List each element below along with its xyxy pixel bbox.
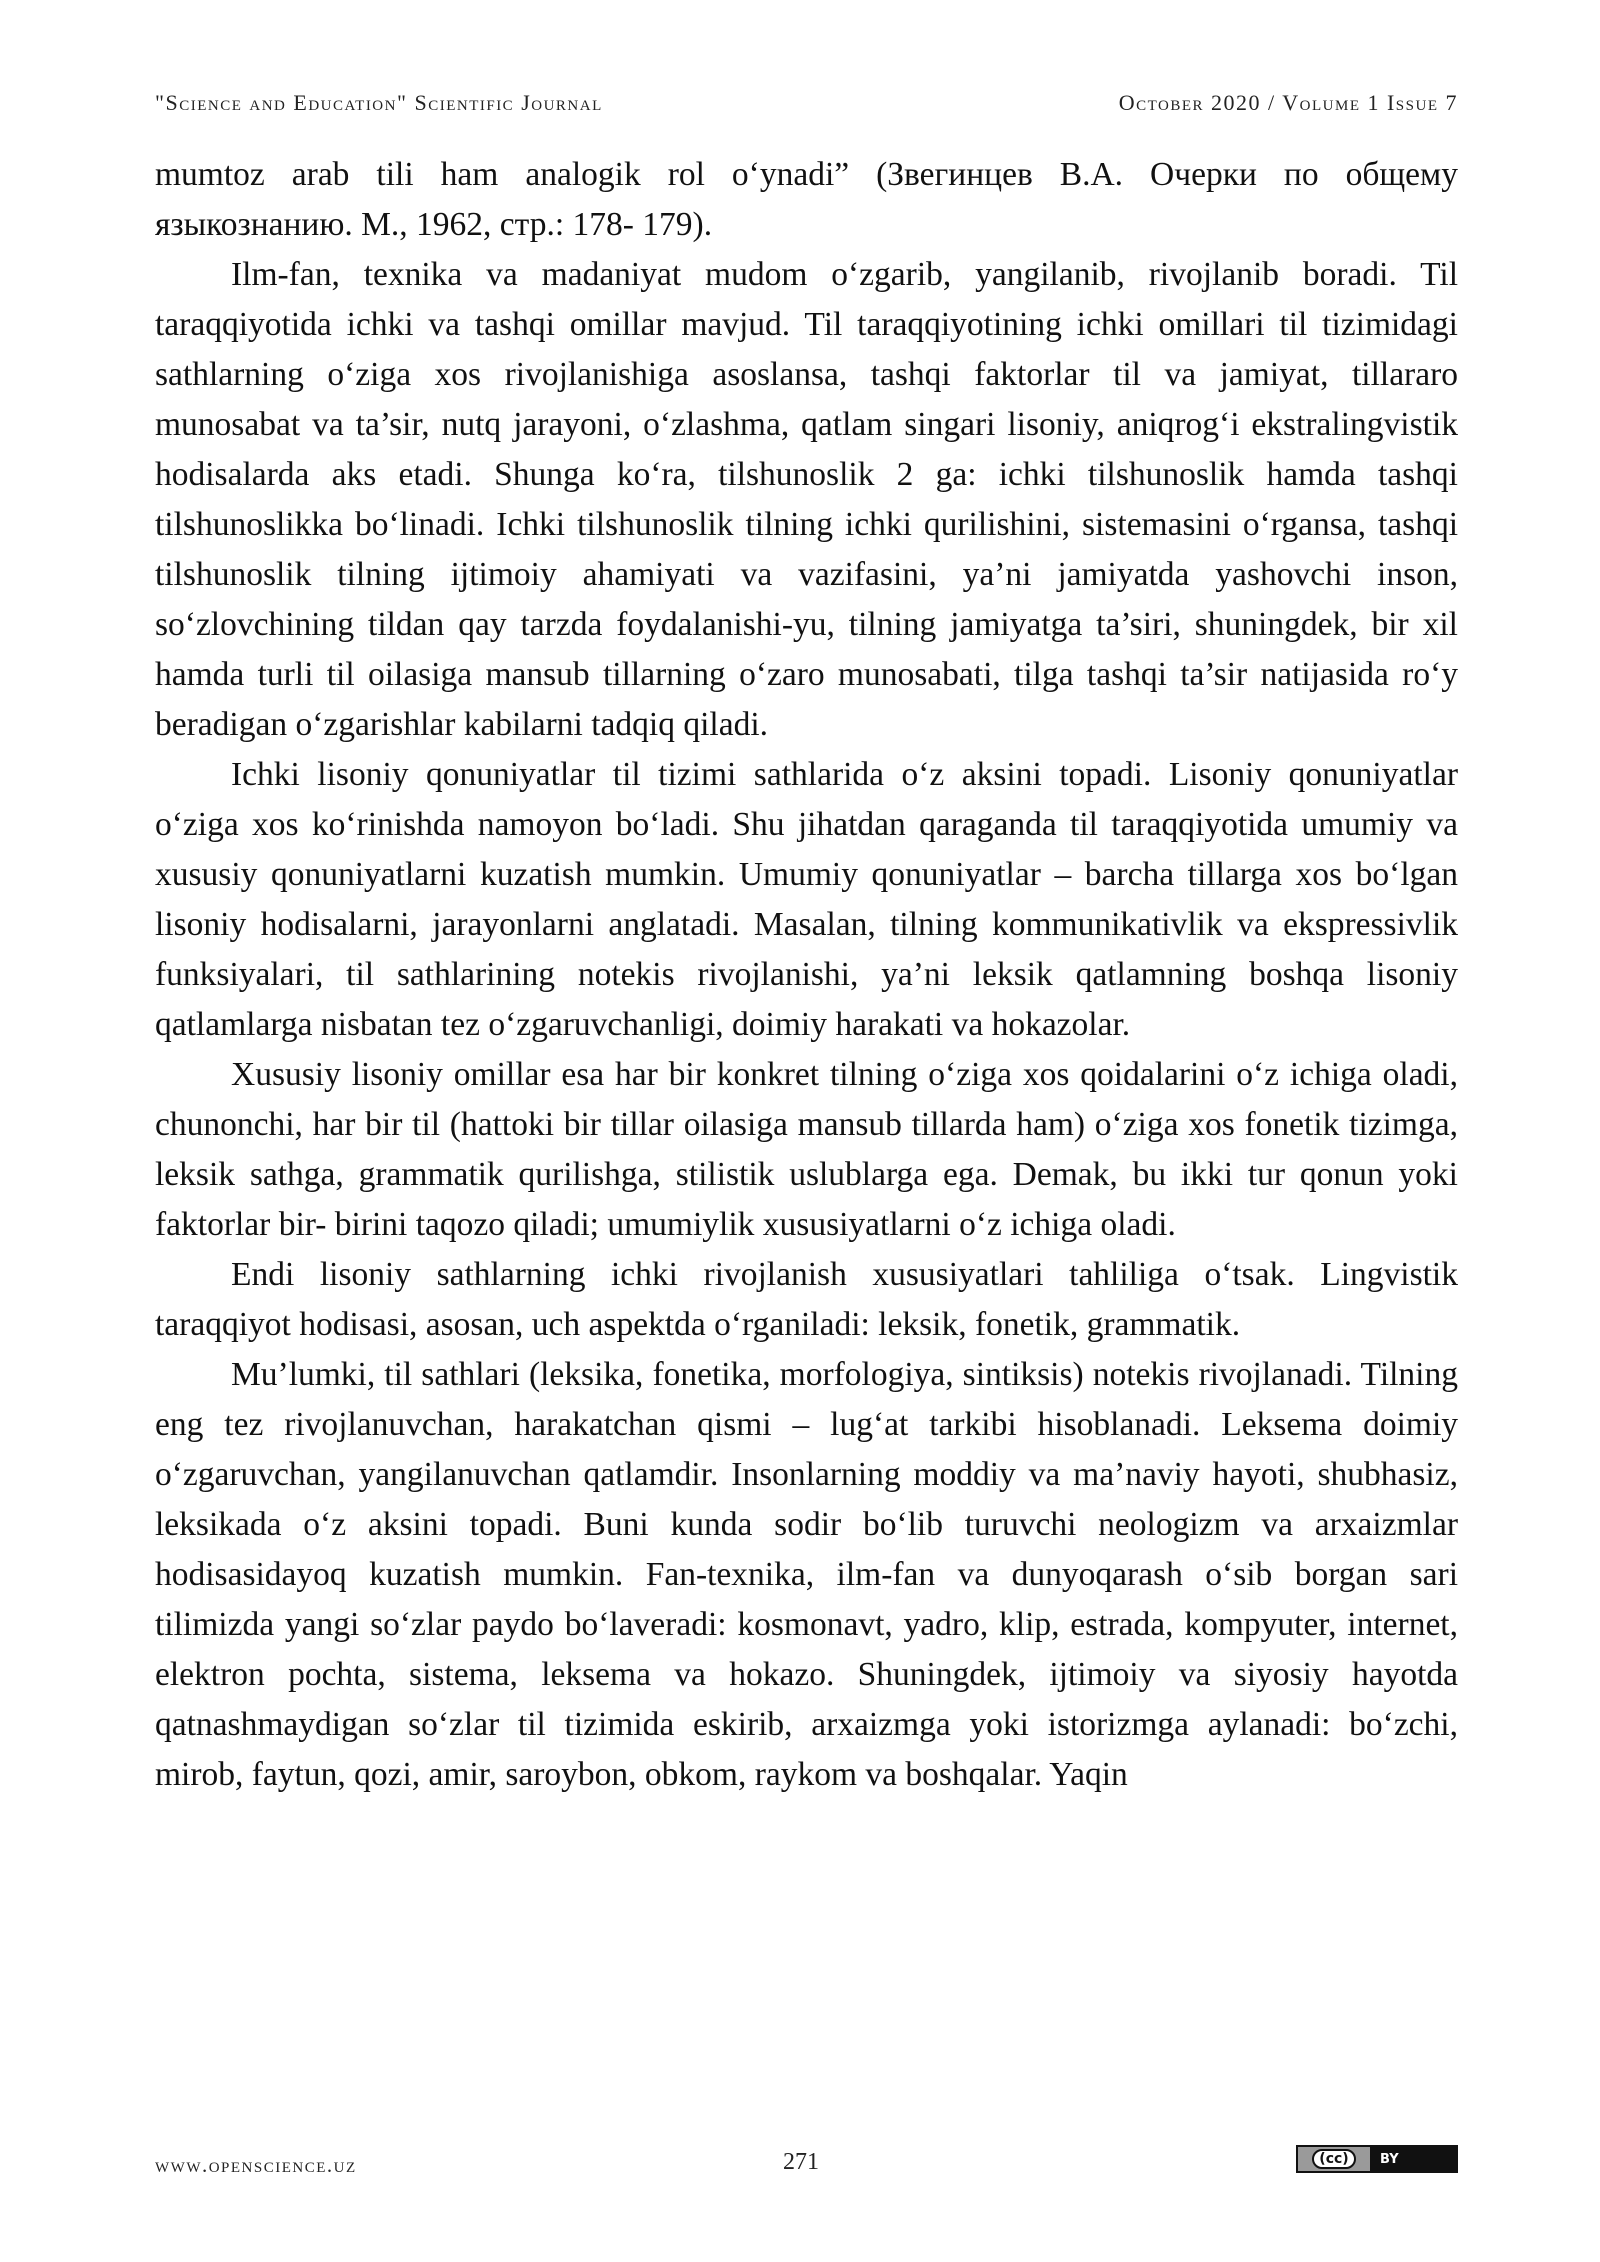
cc-icon — [1298, 2147, 1370, 2171]
paragraph: Ilm-fan, texnika va madaniyat mudom o‘zgarib, yangilanib, rivojlanib boradi. Til taraqqiyotida ichki va tashqi omillar mavjud. Til taraqqiyotining ichki omillari til tizimidagi sathlarning o‘ziga xos rivojlanishiga asoslansa, tashqi faktorlar til va jamiyat, tillararo munosabat va ta’sir, nutq jarayoni, o‘zlashma, qatlam singari lisoniy, aniqrog‘i ekstralingvistik hodisalarda aks etadi. Shunga ko‘ra, tilshunoslik 2 ga: ichki tilshunoslik hamda tashqi tilshunoslikka bo‘linadi. Ichki tilshunoslik tilning ichki qurilishini, sistemasini o‘rgansa, tashqi tilshunoslik tilning ijtimoiy ahamiyati va vazifasini, ya’ni jamiyatda yashovchi inson, so‘zlovchining tildan qay tarzda foydalanishi-yu, tilning jamiyatga ta’siri, shuningdek, bir xil hamda turli til oilasiga mansub tillarning o‘zaro munosabati, tilga tashqi ta’sir natijasida ro‘y beradigan o‘zgarishlar kabilarni tadqiq qiladi. — [155, 256, 1458, 743]
website-link[interactable]: www.openscience.uz — [155, 2153, 357, 2177]
issue-info: October 2020 / Volume 1 Issue 7 — [1118, 90, 1458, 115]
page-number: 271 — [783, 2149, 819, 2175]
paragraph: Mu’lumki, til sathlari (leksika, fonetika, morfologiya, sintiksis) notekis rivojlanadi. Tilning eng tez rivojlanuvchan, harakatchan qismi – lug‘at tarkibi hisoblanadi. Leksema doimiy o‘zgaruvchan, yangilanuvchan qatlamdir. Insonlarning moddiy va ma’naviy hayoti, shubhasiz, leksikada o‘z aksini topadi. Buni kunda sodir bo‘lib turuvchi neologizm va arxaizmlar hodisasidayoq kuzatish mumkin. Fan-texnika, ilm-fan va dunyoqarash o‘sib borgan sari tilimizda yangi so‘zlar paydo bo‘laveradi: kosmonavt, yadro, klip, estrada, kompyuter, internet, elektron pochta, sistema, leksema va hokazo. Shuningdek, ijtimoiy va siyosiy hayotda qatnashmaydigan so‘zlar til tizimida eskirib, arxaizmga yoki istorizmga aylanadi: bo‘zchi, mirob, faytun, qozi, amir, saroybon, obkom, raykom va boshqalar. Yaqin — [155, 1356, 1458, 1793]
running-header — [155, 90, 1458, 116]
cc-logo-label: (cc) — [1312, 2149, 1355, 2169]
page-footer — [155, 2145, 1458, 2185]
journal-title: "Science and Education" Scientific Journal — [155, 90, 603, 115]
paragraph: Ichki lisoniy qonuniyatlar til tizimi sathlarida o‘z aksini topadi. Lisoniy qonuniyatlar o‘ziga xos ko‘rinishda namoyon bo‘ladi. Shu jihatdan qaraganda til taraqqiyotida umumiy va xususiy qonuniyatlarni kuzatish mumkin. Umumiy qonuniyatlar – barcha tillarga xos bo‘lgan lisoniy hodisalarni, jarayonlarni anglatadi. Masalan, tilning kommunikativlik va ekspressivlik funksiyalari, til sathlarining notekis rivojlanishi, ya’ni leksik qatlamning boshqa lisoniy qatlamlarga nisbatan tez o‘zgaruvchanligi, doimiy harakati va hokazolar. — [155, 756, 1458, 1043]
by-label: BY — [1380, 2151, 1399, 2167]
cc-by-license-badge[interactable] — [1296, 2145, 1458, 2173]
paragraph: mumtoz arab tili ham analogik rol o‘ynadi” (Звегинцев В.А. Очерки по общему языкознанию. М., 1962, стр.: 178- 179). — [155, 156, 1458, 243]
paragraph: Xususiy lisoniy omillar esa har bir konkret tilning o‘ziga xos qoidalarini o‘z ichiga oladi, chunonchi, har bir til (hattoki bir tillar oilasiga mansub tillarda ham) o‘ziga xos fonetik tizimga, leksik sathga, grammatik qurilishga, stilistik uslublarga ega. Demak, bu ikki tur qonun yoki faktorlar bir- birini taqozo qiladi; umumiylik xususiyatlarni o‘z ichiga oladi. — [155, 1056, 1458, 1243]
article-body — [155, 150, 1458, 1800]
paragraph: Endi lisoniy sathlarning ichki rivojlanish xususiyatlari tahliliga o‘tsak. Lingvistik taraqqiyot hodisasi, asosan, uch aspektda o‘rganiladi: leksik, fonetik, grammatik. — [155, 1256, 1458, 1343]
